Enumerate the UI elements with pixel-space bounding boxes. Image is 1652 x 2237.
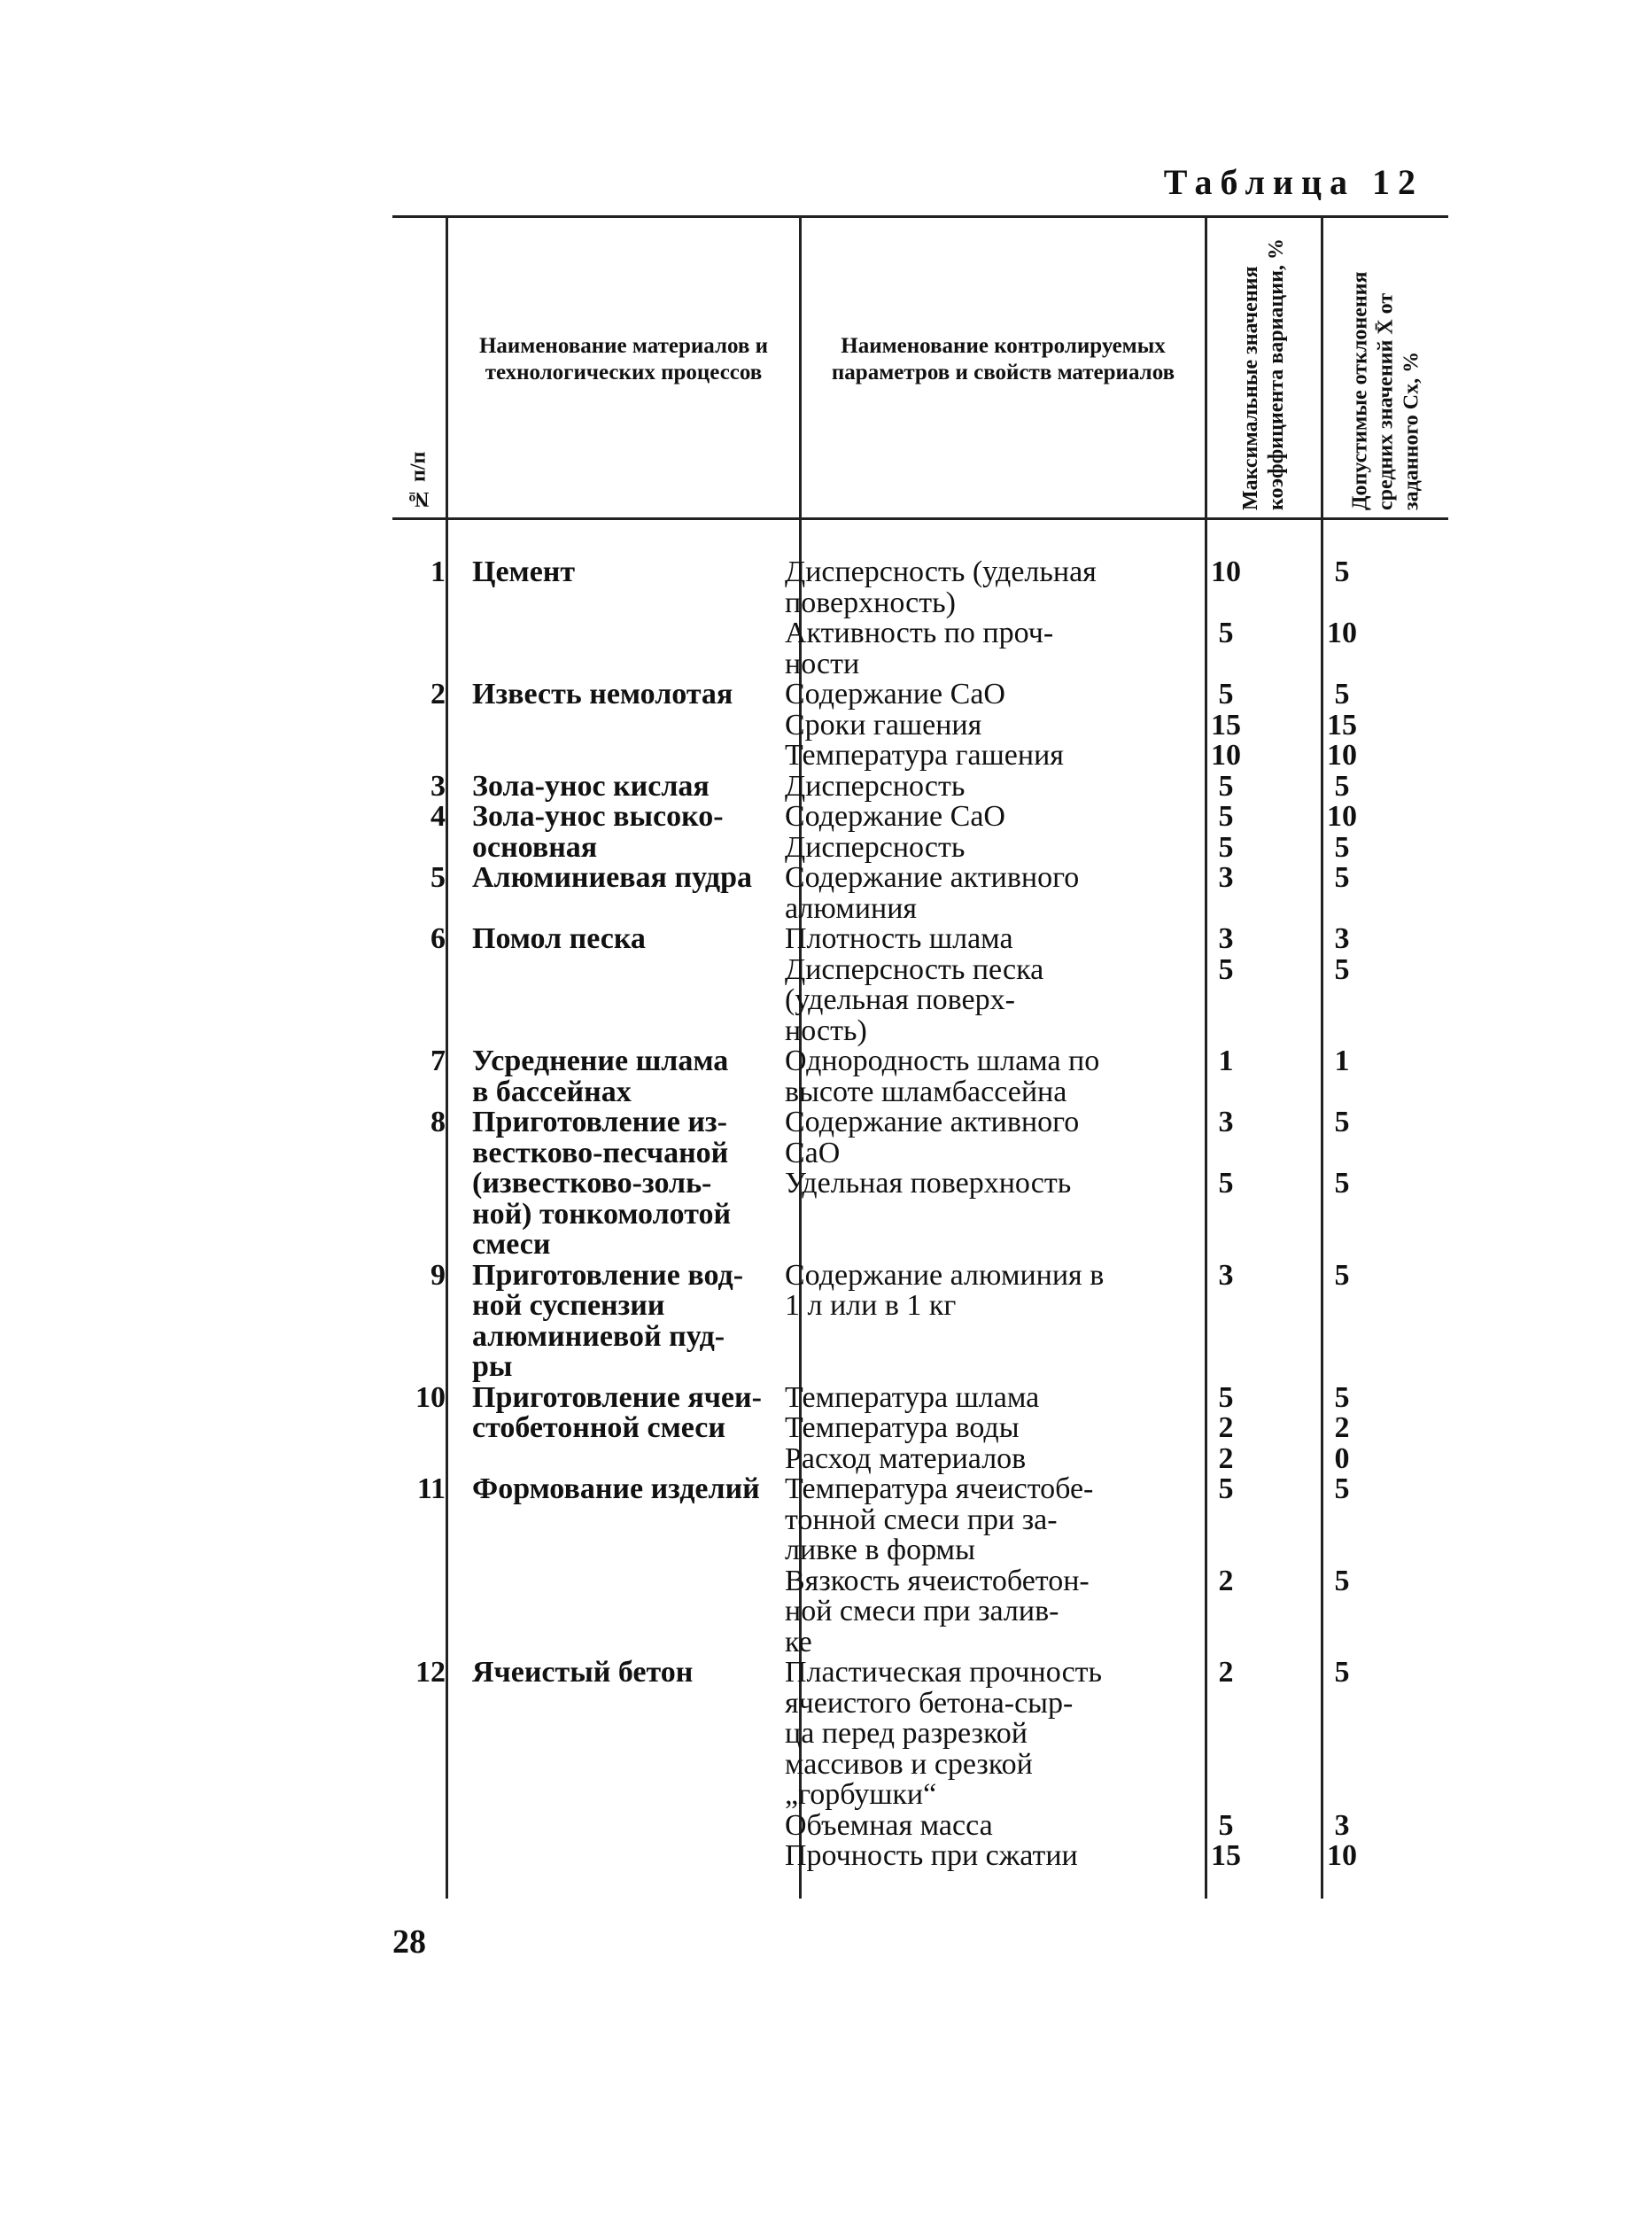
- material-name: Алюминиевая пудра: [472, 861, 752, 894]
- variation-coefficient-value: 1: [1218, 1045, 1234, 1077]
- material-name: Зола-унос высоко- основная: [472, 800, 724, 864]
- data-table: [392, 215, 1448, 1899]
- row-number: 12: [415, 1656, 446, 1689]
- parameter-group: [778, 863, 1400, 924]
- deviation-value: 3: [1334, 1808, 1350, 1842]
- variation-coefficient-value: 2: [1218, 1656, 1234, 1689]
- variation-coefficient-value: 5: [1218, 952, 1234, 986]
- parameter-row: [778, 863, 1400, 924]
- row-number: 4: [430, 800, 446, 833]
- parameter-row: [778, 708, 1400, 742]
- parameter-name: Содержание CaO: [785, 800, 1005, 833]
- row-number: 10: [415, 1380, 446, 1414]
- header-parameters: Наименование контролируемых параметров и свойств материалов: [831, 334, 1175, 384]
- table-row: [392, 1380, 1448, 1475]
- material-name: Приготовление из- вестково-песчаной (известково-золь- ной) тонкомолотой смеси: [472, 1106, 732, 1261]
- deviation-value: 10: [1327, 617, 1357, 649]
- parameter-row: [778, 1046, 1400, 1107]
- variation-coefficient-value: 15: [1211, 708, 1241, 742]
- table-row: [392, 863, 1448, 924]
- parameter-name: Плотность шлама: [785, 922, 1013, 955]
- parameter-group: [778, 557, 1400, 680]
- parameter-name: Пластическая прочность ячеистого бетона-сыр- ца перед разрезкой массивов и срезкой „горбушки“: [785, 1656, 1103, 1811]
- parameter-name: Активность по проч- ности: [785, 617, 1054, 680]
- deviation-value: 3: [1334, 922, 1350, 955]
- variation-coefficient-value: 5: [1218, 1472, 1234, 1505]
- deviation-value: 2: [1334, 1411, 1350, 1444]
- deviation-value: 5: [1334, 1656, 1350, 1689]
- parameter-row: [778, 924, 1400, 955]
- material-name: Ячеистый бетон: [472, 1656, 694, 1689]
- table-caption: Таблица 12: [1163, 162, 1423, 202]
- table-row: [392, 1258, 1448, 1383]
- parameter-name: Содержание активного алюминия: [785, 861, 1080, 925]
- variation-coefficient-value: 2: [1218, 1411, 1234, 1444]
- parameter-group: [778, 802, 1400, 863]
- table-row: [392, 924, 1448, 1046]
- parameter-name: Температура ячеистобе- тонной смеси при за- ливке в формы: [785, 1472, 1094, 1566]
- material-name: Формование изделий: [472, 1472, 760, 1505]
- table-body: [392, 520, 1448, 1899]
- parameter-name: Дисперсность: [785, 769, 966, 803]
- deviation-value: 10: [1327, 1839, 1357, 1872]
- deviation-value: 15: [1327, 708, 1357, 742]
- parameter-group: [778, 680, 1400, 772]
- deviation-value: 5: [1334, 1380, 1350, 1414]
- material-name: Помол песка: [472, 922, 646, 955]
- row-number: 7: [430, 1045, 446, 1077]
- parameter-group: [778, 769, 1400, 803]
- table-header: [392, 218, 1448, 520]
- parameter-group: [778, 924, 1400, 1046]
- parameter-name: Содержание алюминия в 1 л или в 1 кг: [785, 1258, 1105, 1322]
- deviation-value: 1: [1334, 1045, 1350, 1077]
- parameter-row: [778, 802, 1400, 833]
- material-name: Известь немолотая: [472, 678, 733, 711]
- header-deviation: Допустимые отклонения средних значений X̄ от заданного Cx, %: [1348, 271, 1423, 510]
- deviation-value: 10: [1327, 739, 1357, 772]
- parameter-row: [778, 1258, 1400, 1322]
- parameter-group: [778, 1658, 1400, 1872]
- deviation-value: 5: [1334, 769, 1350, 803]
- deviation-value: 5: [1334, 861, 1350, 894]
- deviation-value: 5: [1334, 678, 1350, 711]
- table-row: [392, 1107, 1448, 1261]
- deviation-value: 5: [1334, 555, 1350, 588]
- parameter-name: Содержание CaO: [785, 678, 1005, 711]
- parameter-name: Температура гашения: [785, 739, 1064, 772]
- parameter-row: [778, 1474, 1400, 1566]
- parameter-name: Дисперсность (удельная поверхность): [785, 555, 1097, 619]
- deviation-value: 5: [1334, 952, 1350, 986]
- variation-coefficient-value: 5: [1218, 769, 1234, 803]
- row-number: 5: [430, 861, 446, 894]
- parameter-row: [778, 1441, 1400, 1475]
- material-name: Приготовление вод- ной суспензии алюминиевой пуд- ры: [472, 1258, 744, 1383]
- row-number: 6: [430, 922, 446, 955]
- table-row: [392, 1474, 1448, 1658]
- header-material: Наименование материалов и технологических процессов: [478, 334, 769, 384]
- deviation-value: 0: [1334, 1441, 1350, 1475]
- parameter-row: [778, 1658, 1400, 1811]
- variation-coefficient-value: 3: [1218, 1258, 1234, 1292]
- table-row: [392, 769, 1448, 803]
- deviation-value: 5: [1334, 1472, 1350, 1505]
- parameter-name: Сроки гашения: [785, 708, 982, 742]
- row-number: 2: [430, 678, 446, 711]
- variation-coefficient-value: 10: [1211, 555, 1241, 588]
- parameter-row: [778, 769, 1400, 803]
- parameter-row: [778, 1413, 1400, 1444]
- row-number: 8: [430, 1106, 446, 1138]
- parameter-row: [778, 830, 1400, 864]
- variation-coefficient-value: 15: [1211, 1839, 1241, 1872]
- parameter-name: Содержание активного CaO: [785, 1106, 1080, 1169]
- variation-coefficient-value: 5: [1218, 617, 1234, 649]
- row-number: 11: [416, 1472, 446, 1505]
- variation-coefficient-value: 2: [1218, 1441, 1234, 1475]
- deviation-value: 5: [1334, 1564, 1350, 1597]
- material-name: Зола-унос кислая: [472, 769, 710, 803]
- table-row: [392, 680, 1448, 772]
- variation-coefficient-value: 10: [1211, 739, 1241, 772]
- deviation-value: 5: [1334, 1106, 1350, 1138]
- parameter-name: Объемная масса: [785, 1808, 993, 1842]
- parameter-row: [778, 557, 1400, 618]
- header-variation-coefficient: Максимальные значения коэффициента вариации, %: [1239, 238, 1288, 510]
- variation-coefficient-value: 5: [1218, 1808, 1234, 1842]
- parameter-group: [778, 1380, 1400, 1475]
- deviation-value: 10: [1327, 800, 1357, 833]
- parameter-row: [778, 952, 1400, 1047]
- material-name: Приготовление ячеи- стобетонной смеси: [472, 1380, 762, 1444]
- parameter-name: Прочность при сжатии: [785, 1839, 1078, 1872]
- deviation-value: 5: [1334, 1258, 1350, 1292]
- parameter-name: Удельная поверхность: [785, 1167, 1072, 1200]
- table-row: [392, 1658, 1448, 1872]
- variation-coefficient-value: 5: [1218, 1380, 1234, 1414]
- row-number: 1: [430, 555, 446, 588]
- variation-coefficient-value: 5: [1218, 830, 1234, 864]
- parameter-name: Дисперсность песка (удельная поверх- ность): [785, 952, 1044, 1047]
- parameter-group: [778, 1046, 1400, 1107]
- parameter-name: Расход материалов: [785, 1441, 1027, 1475]
- parameter-row: [778, 1169, 1400, 1200]
- parameter-name: Вязкость ячеистобетон- ной смеси при залив- ке: [785, 1564, 1090, 1658]
- parameter-row: [778, 741, 1400, 772]
- table-row: [392, 557, 1448, 680]
- variation-coefficient-value: 3: [1218, 922, 1234, 955]
- parameter-row: [778, 680, 1400, 711]
- header-num: № п/п: [407, 451, 430, 510]
- table-row: [392, 802, 1448, 863]
- parameter-row: [778, 1107, 1400, 1169]
- parameter-row: [778, 1380, 1400, 1414]
- material-name: Усреднение шлама в бассейнах: [472, 1045, 729, 1108]
- variation-coefficient-value: 5: [1218, 800, 1234, 833]
- deviation-value: 5: [1334, 830, 1350, 864]
- page-number: 28: [392, 1923, 426, 1961]
- parameter-name: Однородность шлама по высоте шламбассейна: [785, 1045, 1100, 1108]
- row-number: 3: [430, 769, 446, 803]
- parameter-row: [778, 1841, 1400, 1872]
- parameter-group: [778, 1258, 1400, 1383]
- parameter-group: [778, 1474, 1400, 1658]
- variation-coefficient-value: 5: [1218, 678, 1234, 711]
- variation-coefficient-value: 3: [1218, 861, 1234, 894]
- parameter-row: [778, 1808, 1400, 1842]
- parameter-row: [778, 618, 1400, 680]
- parameter-name: Температура воды: [785, 1411, 1020, 1444]
- variation-coefficient-value: 2: [1218, 1564, 1234, 1597]
- material-name: Цемент: [472, 555, 576, 588]
- row-number: 9: [430, 1258, 446, 1292]
- parameter-group: [778, 1107, 1400, 1261]
- deviation-value: 5: [1334, 1167, 1350, 1200]
- parameter-name: Дисперсность: [785, 830, 966, 864]
- variation-coefficient-value: 5: [1218, 1167, 1234, 1200]
- table-row: [392, 1046, 1448, 1107]
- parameter-name: Температура шлама: [785, 1380, 1040, 1414]
- variation-coefficient-value: 3: [1218, 1106, 1234, 1138]
- parameter-row: [778, 1566, 1400, 1658]
